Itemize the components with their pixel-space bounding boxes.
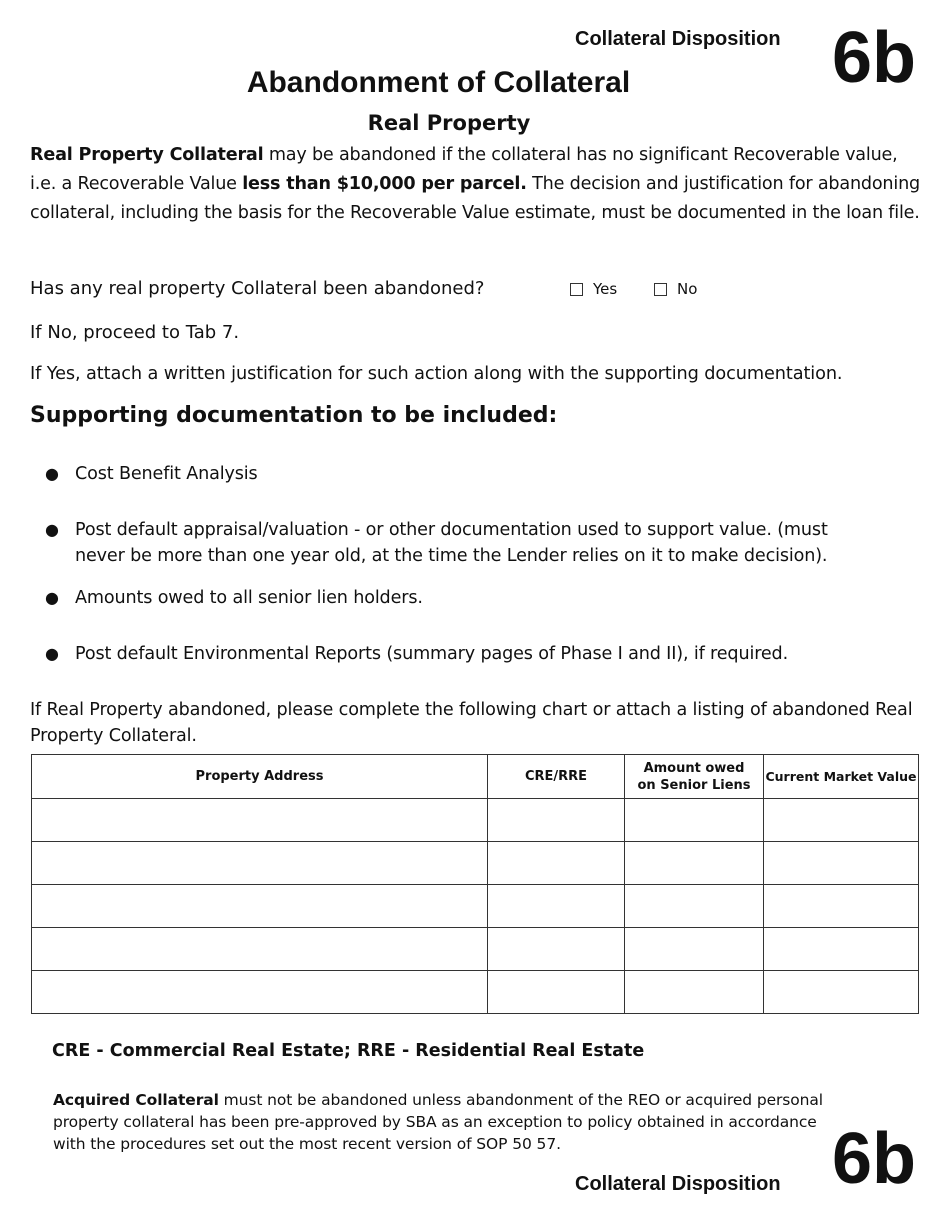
documentation-item [45, 585, 875, 611]
bullet-icon: ● [45, 644, 59, 663]
table-header-row [32, 755, 919, 799]
header-market-value: Current Market Value [764, 755, 919, 799]
cre-rre-cell[interactable] [488, 928, 625, 971]
intro-lead: Real Property Collateral [30, 145, 264, 165]
no-checkbox[interactable] [654, 283, 667, 296]
section-label-top: Collateral Disposition [575, 28, 781, 50]
acquired-collateral-note [53, 1089, 843, 1155]
intro-paragraph [30, 141, 920, 228]
table-row [32, 885, 919, 928]
chart-instruction: If Real Property abandoned, please complete the following chart or attach a listing of abandoned Real Property Collateral. [30, 700, 913, 746]
documentation-item [45, 461, 875, 487]
documentation-item [45, 517, 875, 569]
property-address-cell[interactable] [32, 842, 488, 885]
abandonment-question: Has any real property Collateral been abandoned? [30, 278, 485, 299]
page-subtitle: Real Property [367, 111, 531, 135]
property-address-cell[interactable] [32, 928, 488, 971]
senior-liens-cell[interactable] [625, 799, 764, 842]
cre-rre-cell[interactable] [488, 799, 625, 842]
tab-number-top: 6b [832, 18, 917, 98]
header-senior-liens: Amount owed on Senior Liens [625, 755, 764, 799]
cre-rre-cell[interactable] [488, 842, 625, 885]
header-property-address: Property Address [32, 755, 488, 799]
market-value-cell[interactable] [764, 971, 919, 1014]
market-value-cell[interactable] [764, 799, 919, 842]
market-value-cell[interactable] [764, 885, 919, 928]
market-value-cell[interactable] [764, 842, 919, 885]
senior-liens-cell[interactable] [625, 928, 764, 971]
bullet-icon: ● [45, 464, 59, 483]
intro-text-2: The decision and justification for abandoning collateral, including the basis for the Recoverable Value estimate, must be documented in the loan file. [30, 174, 920, 223]
table-row [32, 971, 919, 1014]
documentation-item-text: Post default appraisal/valuation - or other documentation used to support value. (must never be more than one year old, at the time the Lender relies on it to make decision). [75, 520, 828, 566]
intro-text-1: may be abandoned if the collateral has no significant Recoverable value, i.e. a Recoverable Value [30, 145, 898, 194]
yes-option[interactable] [570, 280, 617, 298]
documentation-item-text: Post default Environmental Reports (summary pages of Phase I and II), if required. [75, 644, 789, 664]
documentation-heading: Supporting documentation to be included: [30, 403, 558, 428]
table-row [32, 928, 919, 971]
abbreviation-note: CRE - Commercial Real Estate; RRE - Residential Real Estate [52, 1041, 645, 1061]
no-option[interactable] [654, 280, 697, 298]
property-address-cell[interactable] [32, 799, 488, 842]
section-label-bottom: Collateral Disposition [575, 1173, 781, 1195]
acquired-note-lead: Acquired Collateral [53, 1091, 219, 1109]
senior-liens-cell[interactable] [625, 885, 764, 928]
header-cre-rre: CRE/RRE [488, 755, 625, 799]
documentation-item-text: Cost Benefit Analysis [75, 464, 258, 484]
page-title: Abandonment of Collateral [246, 66, 631, 99]
table-row [32, 842, 919, 885]
intro-threshold: less than $10,000 per parcel. [242, 174, 527, 194]
cre-rre-cell[interactable] [488, 971, 625, 1014]
documentation-item-text: Amounts owed to all senior lien holders. [75, 588, 423, 608]
table-row [32, 799, 919, 842]
bullet-icon: ● [45, 588, 59, 607]
tab-number-bottom: 6b [832, 1119, 917, 1199]
property-address-cell[interactable] [32, 885, 488, 928]
bullet-icon: ● [45, 520, 59, 539]
yes-checkbox[interactable] [570, 283, 583, 296]
abandoned-property-table [31, 754, 919, 1014]
senior-liens-cell[interactable] [625, 971, 764, 1014]
no-label: No [677, 280, 698, 298]
market-value-cell[interactable] [764, 928, 919, 971]
yes-label: Yes [593, 280, 618, 298]
property-address-cell[interactable] [32, 971, 488, 1014]
senior-liens-cell[interactable] [625, 842, 764, 885]
documentation-item [45, 641, 875, 667]
if-no-instruction: If No, proceed to Tab 7. [30, 322, 240, 343]
cre-rre-cell[interactable] [488, 885, 625, 928]
acquired-note-text: must not be abandoned unless abandonment of the REO or acquired personal property collateral has been pre-approved by SBA as an exception to policy obtained in accordance with the procedures set out the most recent version of SOP 50 57. [53, 1091, 823, 1153]
if-yes-instruction: If Yes, attach a written justification for such action along with the supporting documentation. [30, 364, 843, 384]
